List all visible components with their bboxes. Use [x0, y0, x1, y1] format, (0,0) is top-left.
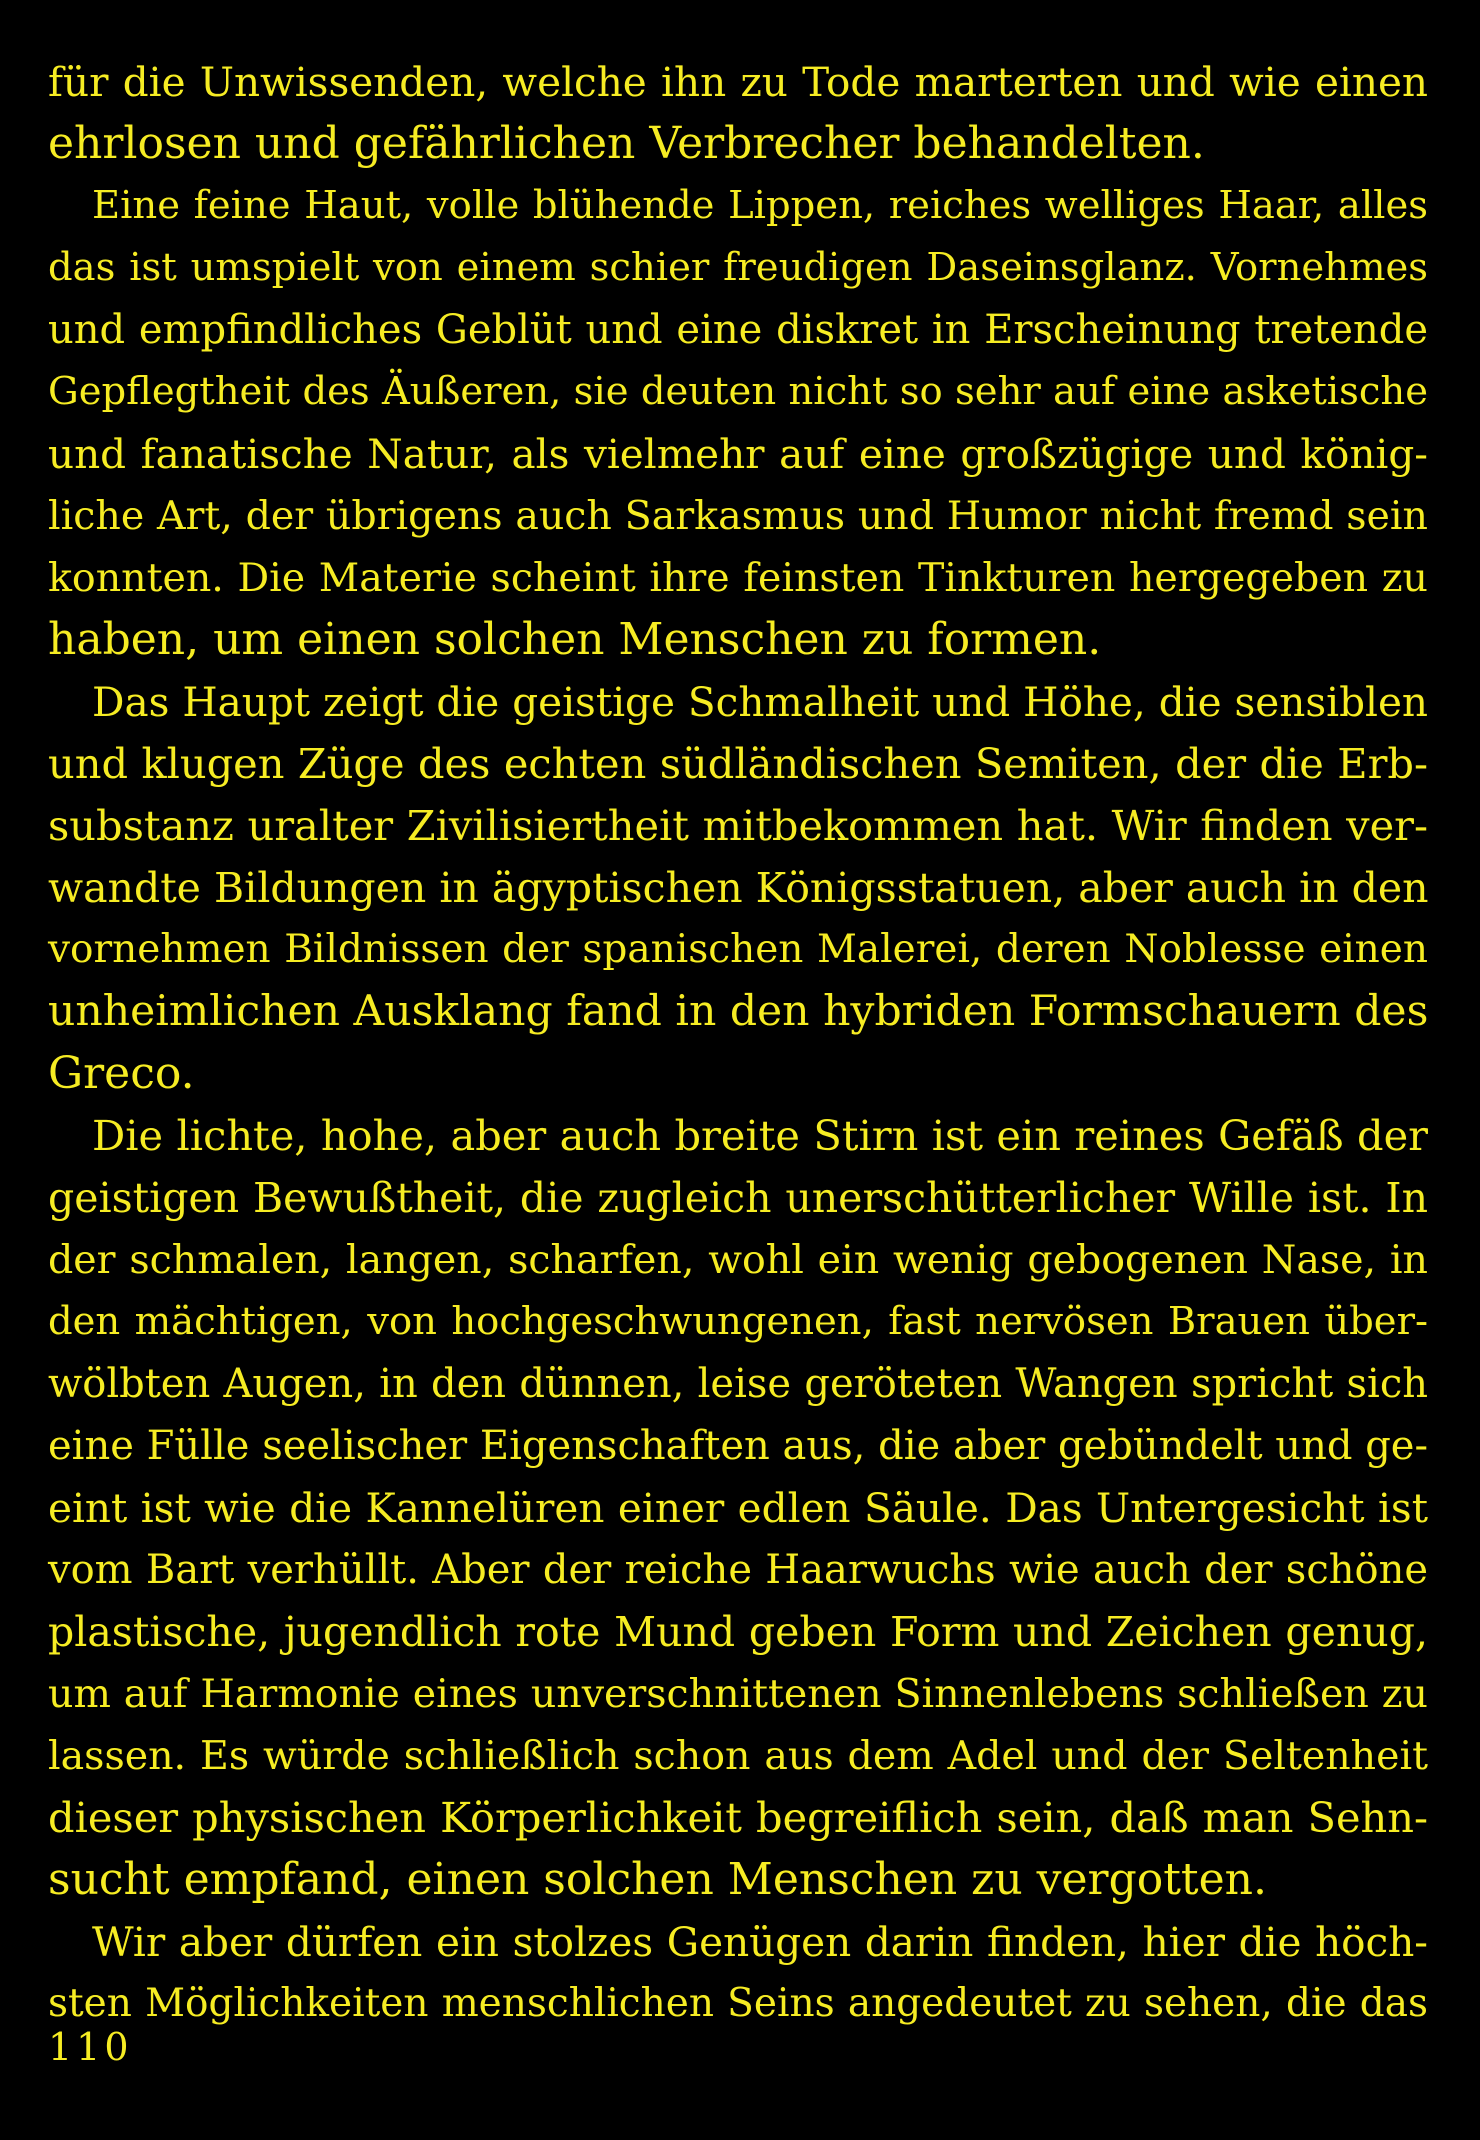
paragraph-first-line: Eine feine Haut, volle blühende Lippen, reiches welliges Haar, alles [92, 183, 1428, 228]
text-line: und fanatische Natur, als vielmehr auf eine großzügige und könig- [48, 430, 1428, 478]
text-line: Greco. [48, 1048, 195, 1099]
text-line: sten Möglichkeiten menschlichen Seins angedeutet zu sehen, die das [48, 1981, 1428, 2026]
text-line: substanz uralter Zivilisiertheit mitbekommen hat. Wir finden ver- [48, 801, 1428, 850]
text-line: vom Bart verhüllt. Aber der reiche Haarwuchs wie auch der schöne [48, 1547, 1428, 1593]
text-line: wölbten Augen, in den dünnen, leise geröteten Wangen spricht sich [48, 1361, 1428, 1407]
page-number: 110 [48, 2025, 133, 2069]
text-line: plastische, jugendlich rote Mund geben Form und Zeichen genug, [48, 1608, 1428, 1656]
text-line: eint ist wie die Kannelüren einer edlen Säule. Das Untergesicht ist [48, 1484, 1428, 1532]
text-line: ehrlosen und gefährlichen Verbrecher behandelten. [48, 118, 1205, 169]
paragraph-first-line: Die lichte, hohe, aber auch breite Stirn ist ein reines Gefäß der [92, 1111, 1428, 1160]
text-line: lassen. Es würde schließlich schon aus dem Adel und der Seltenheit [48, 1733, 1428, 1779]
text-line: liche Art, der übrigens auch Sarkasmus und Humor nicht fremd sein [48, 493, 1428, 539]
text-line: den mächtigen, von hochgeschwungenen, fast nervösen Brauen über- [48, 1299, 1428, 1344]
text-line: das ist umspielt von einem schier freudigen Daseinsglanz. Vornehmes [48, 245, 1428, 290]
text-line: der schmalen, langen, scharfen, wohl ein wenig gebogenen Nase, in [48, 1237, 1428, 1283]
paragraph-first-line: Wir aber dürfen ein stolzes Genügen darin finden, hier die höch- [92, 1918, 1428, 1966]
text-line: eine Fülle seelischer Eigenschaften aus, die aber gebündelt und ge- [48, 1423, 1428, 1469]
text-line: und klugen Züge des echten südländischen Semiten, der die Erb- [48, 739, 1428, 788]
text-line: und empfindliches Geblüt und eine diskret in Erscheinung tretende [48, 307, 1428, 353]
text-line: für die Unwissenden, welche ihn zu Tode marterten und wie einen [48, 58, 1428, 106]
text-line: konnten. Die Materie scheint ihre feinsten Tinkturen hergegeben zu [48, 555, 1428, 601]
text-line: dieser physischen Körperlichkeit begreiflich sein, daß man Sehn- [48, 1793, 1428, 1842]
paragraph-first-line: Das Haupt zeigt die geistige Schmalheit und Höhe, die sensiblen [92, 678, 1428, 726]
text-line: wandte Bildungen in ägyptischen Königsstatuen, aber auch in den [48, 864, 1429, 912]
text-line: um auf Harmonie eines unverschnittenen Sinnenlebens schließen zu [48, 1671, 1428, 1717]
text-line: geistigen Bewußtheit, die zugleich unerschütterlicher Wille ist. In [48, 1174, 1428, 1222]
text-line: haben, um einen solchen Menschen zu formen. [48, 614, 1102, 665]
text-line: sucht empfand, einen solchen Menschen zu vergotten. [48, 1854, 1267, 1905]
text-line: unheimlichen Ausklang fand in den hybriden Formschauern des [48, 987, 1429, 1036]
text-line: Gepflegtheit des Äußeren, sie deuten nicht so sehr auf eine asketische [48, 369, 1428, 414]
text-line: vornehmen Bildnissen der spanischen Malerei, deren Noblesse einen [48, 927, 1428, 972]
